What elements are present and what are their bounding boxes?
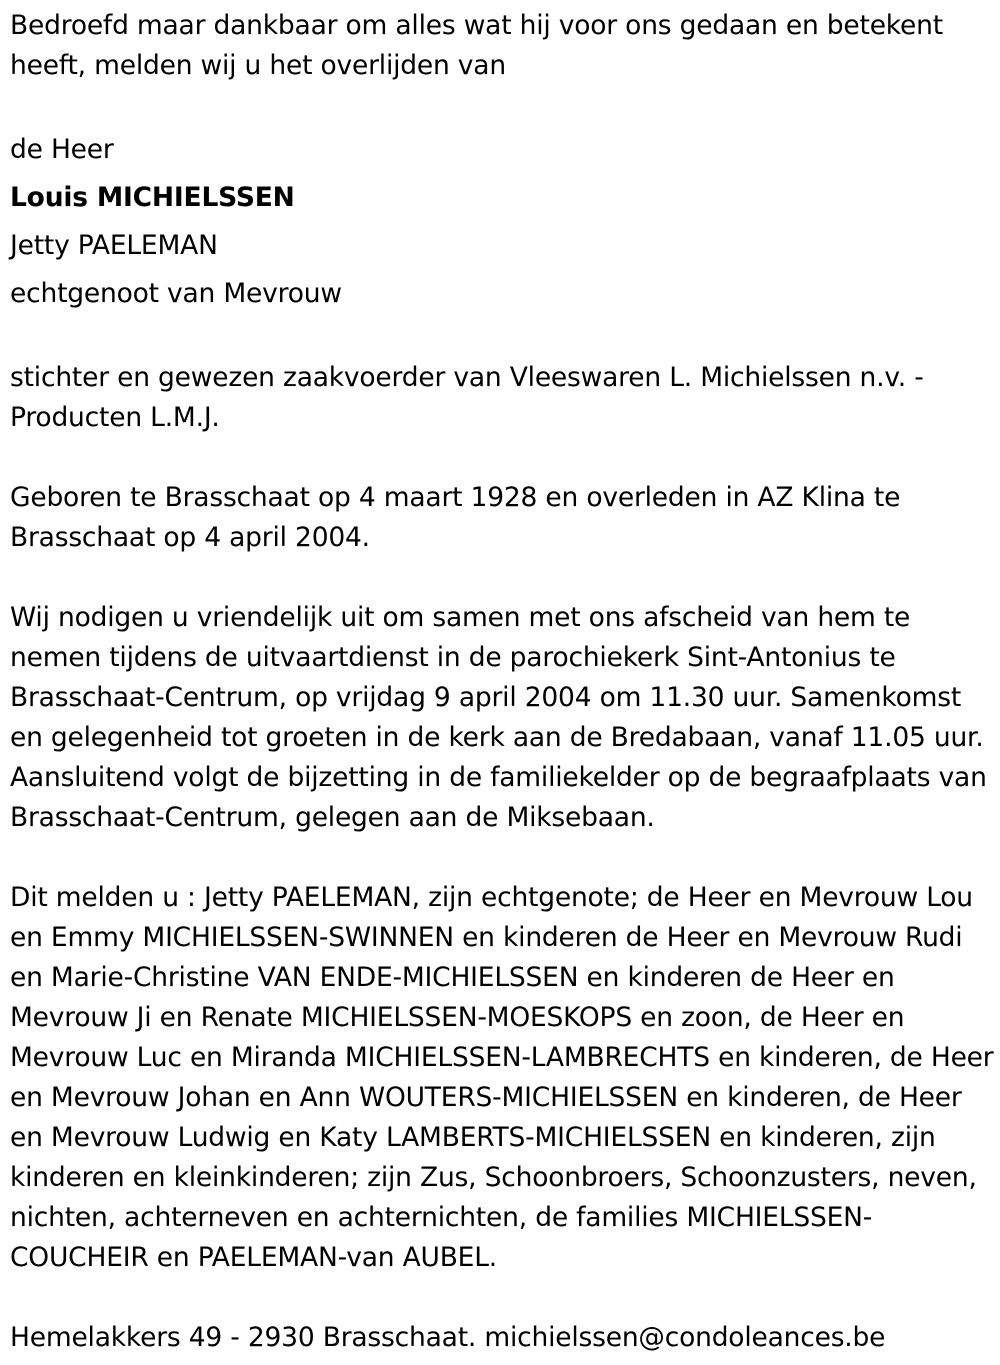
spacer (10, 318, 1000, 358)
spacer (10, 1278, 1000, 1318)
title-prefix: de Heer (10, 134, 114, 165)
occupation-paragraph: stichter en gewezen zaakvoerder van Vleeswaren L. Michielssen n.v. - Producten L.M.J. (10, 362, 924, 433)
deceased-name: Louis MICHIELSSEN (10, 182, 295, 213)
spouse-name: Jetty PAELEMAN (10, 230, 218, 261)
intro-paragraph: Bedroefd maar dankbaar om alles wat hij voor ons gedaan en betekent heeft, melden wij u het overlijden van (10, 10, 943, 81)
address-line: Hemelakkers 49 - 2930 Brasschaat. michielssen@condoleances.be (10, 1322, 886, 1353)
spacer (10, 86, 1000, 126)
spacer (10, 558, 1000, 598)
invitation-paragraph: Wij nodigen u vriendelijk uit om samen met ons afscheid van hem te nemen tijdens de uitvaartdienst in de parochiekerk Sint-Antonius te Brasschaat-Centrum, op vrijdag 9 april 2004 om 11.30 uur. Samenkomst en gelegenheid tot groeten in de kerk aan de Bredabaan, vanaf 11.05 uur. Aansluitend volgt de bijzetting in de familiekelder op de begraafplaats van Brasschaat-Centrum, gelegen aan de Miksebaan. (10, 602, 987, 833)
family-paragraph: Dit melden u : Jetty PAELEMAN, zijn echtgenote; de Heer en Mevrouw Lou en Emmy MICHIELSSEN-SWINNEN en kinderen de Heer en Mevrouw Rudi en Marie-Christine VAN ENDE-MICHIELSSEN en kinderen de Heer en Mevrouw Ji en Renate MICHIELSSEN-MOESKOPS en zoon, de Heer en Mevrouw Luc en Miranda MICHIELSSEN-LAMBRECHTS en kinderen, de Heer en Mevrouw Johan en Ann WOUTERS-MICHIELSSEN en kinderen, de Heer en Mevrouw Ludwig en Katy LAMBERTS-MICHIELSSEN en kinderen, zijn kinderen en kleinkinderen; zijn Zus, Schoonbroers, Schoonzusters, neven, nichten, achterneven en achternichten, de families MICHIELSSEN-COUCHEIR en PAELEMAN-van AUBEL. (10, 882, 994, 1273)
spacer (10, 838, 1000, 878)
birth-death-paragraph: Geboren te Brasschaat op 4 maart 1928 en overleden in AZ Klina te Brasschaat op 4 april 2004. (10, 482, 901, 553)
spouse-relation: echtgenoot van Mevrouw (10, 278, 342, 309)
spacer (10, 438, 1000, 478)
